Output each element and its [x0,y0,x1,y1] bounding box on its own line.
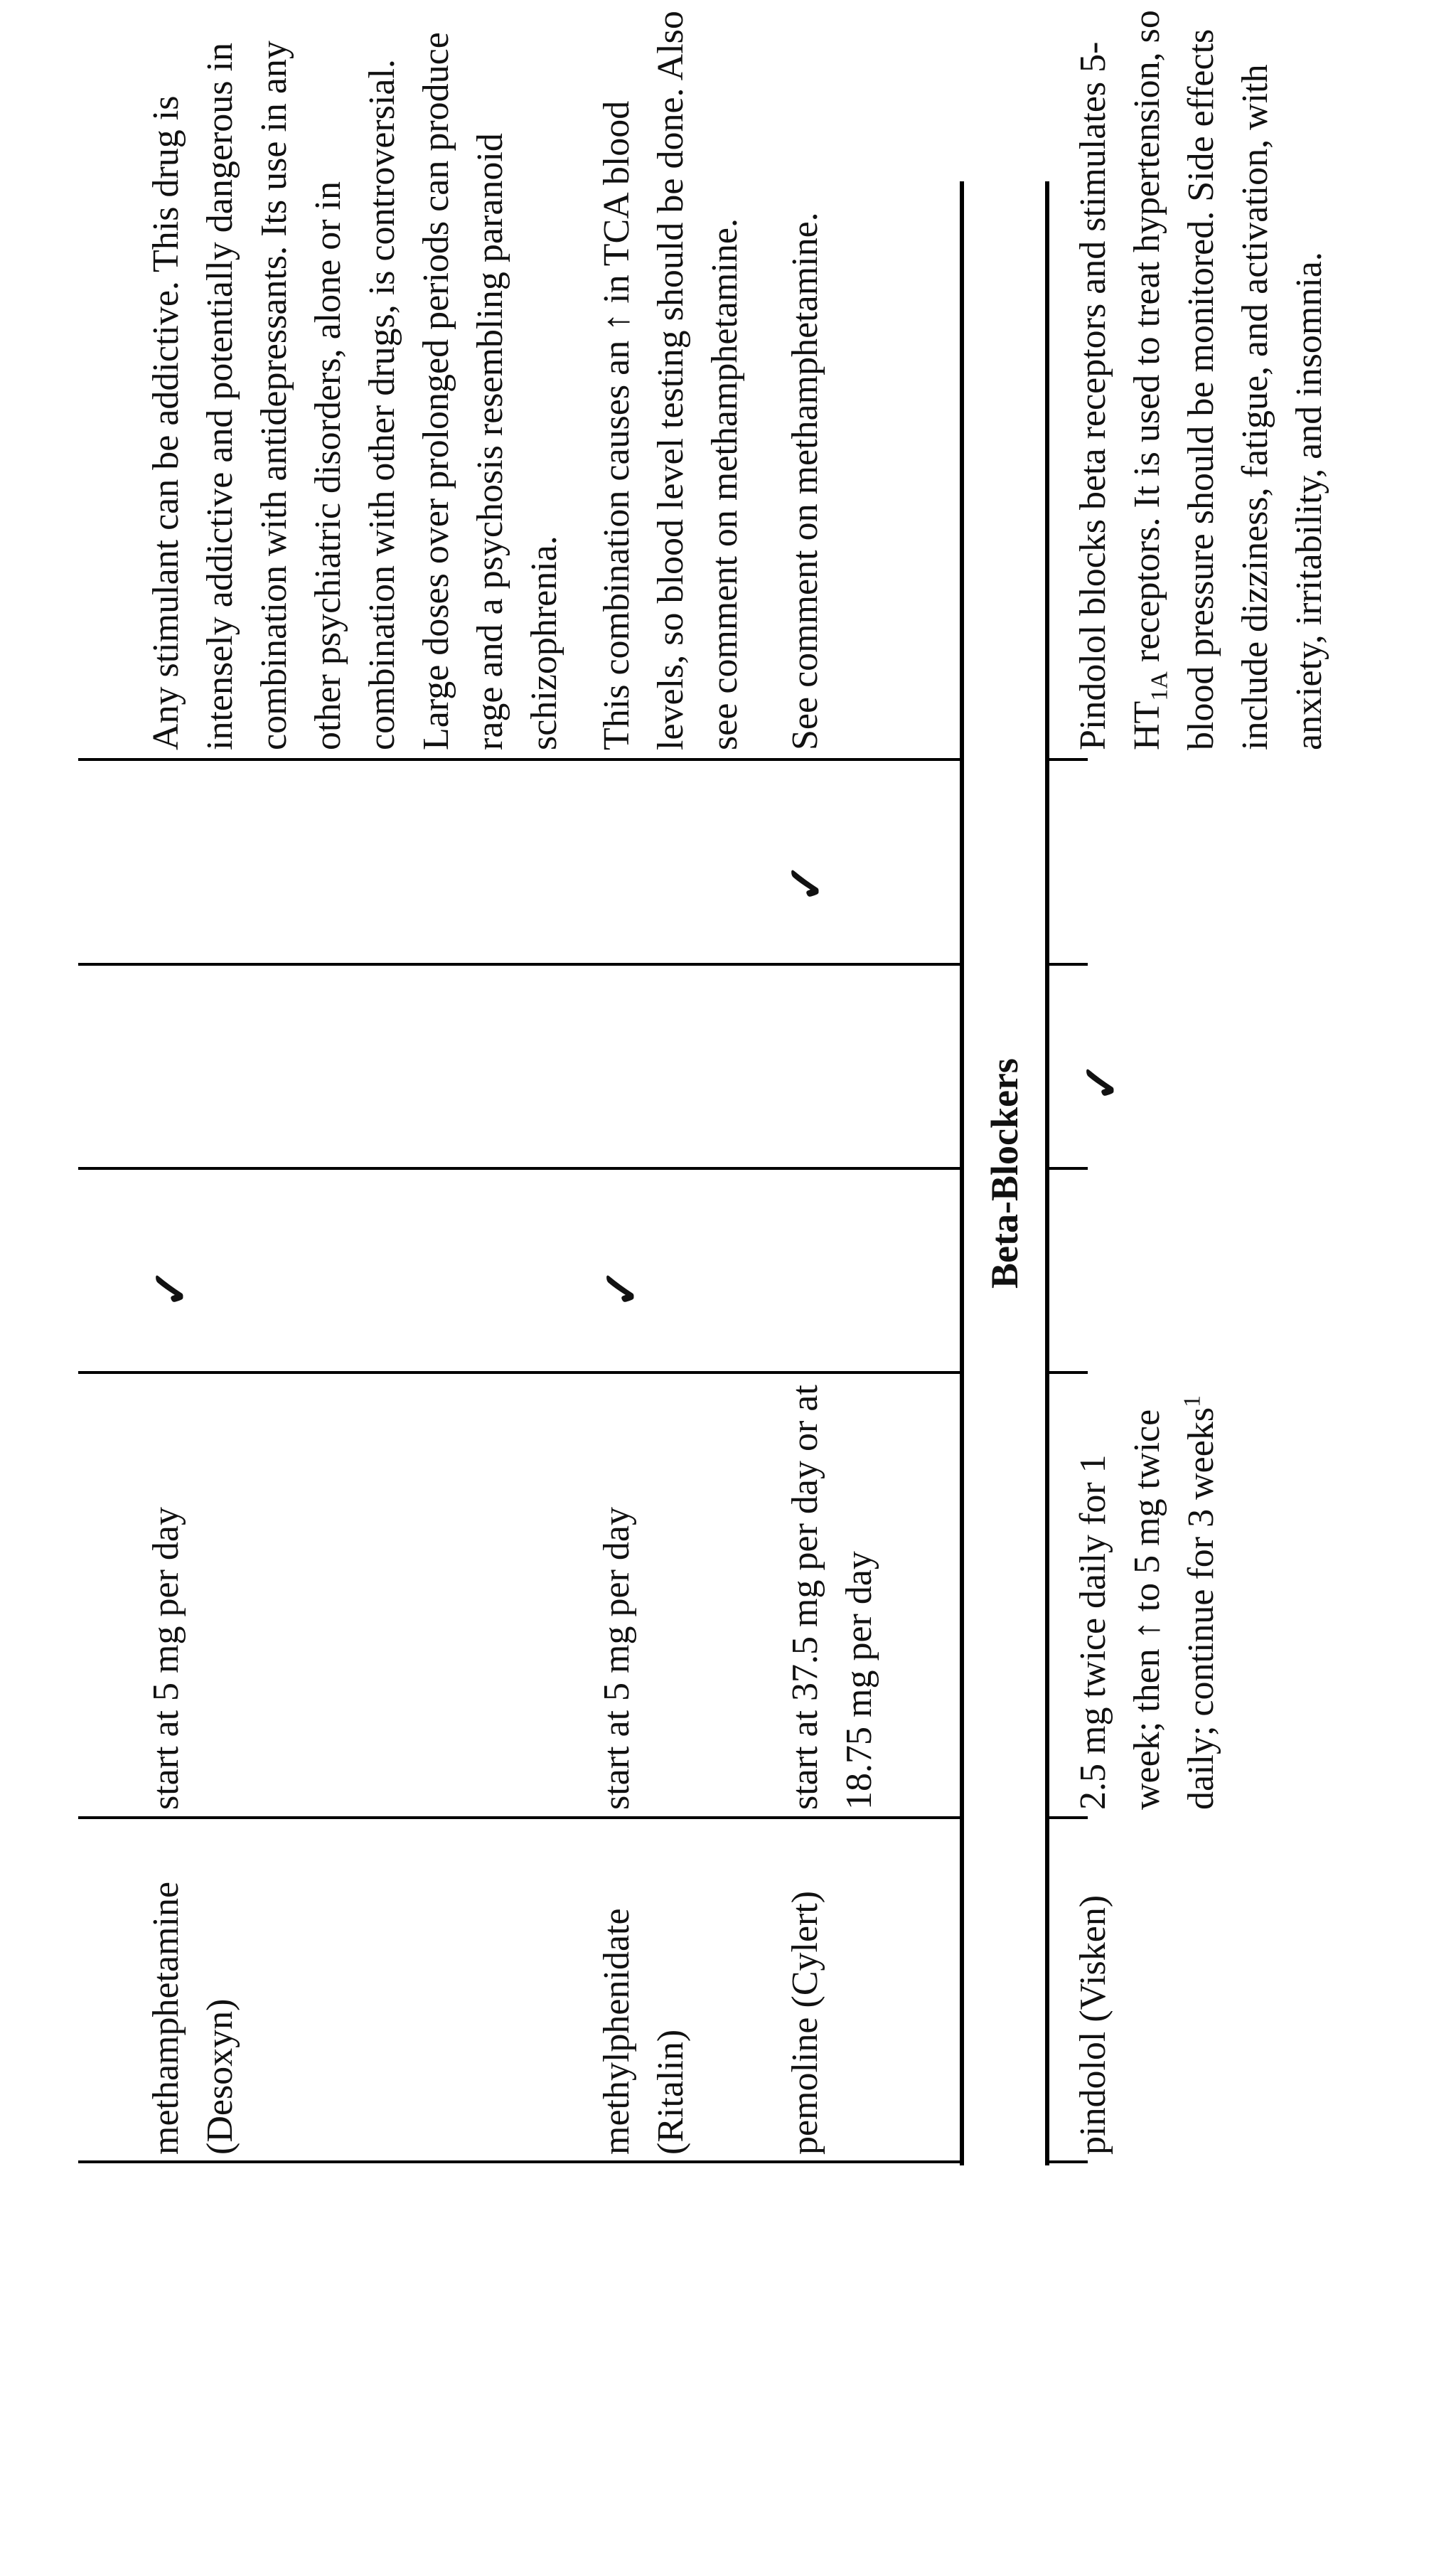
check-mark: ✓ [1074,1062,1128,1102]
footnote-marker: 1 [1179,1395,1206,1407]
check-mark: ✓ [144,1268,198,1309]
comment: See comment on methamphetamine. [785,212,825,750]
comment [1066,4,1337,750]
check-mark: ✓ [779,863,833,903]
comment: This combination causes an ↑ in TCA blood levels, so blood level testing should be done. Also see comment on methamphetamine. [596,11,745,750]
subscript: 1A [1146,671,1173,701]
section-rule [1045,181,1049,2165]
drug-name: pindolol (Visken) [1073,1894,1113,2155]
comment: Any stimulant can be addictive. This drug is intensely addictive and potentially dangerous in combination with antidepressants. Its use in any other psychiatric disorders, alone or in combination with other drugs, is controversial. Large doses over prolonged periods can produce rage and a psychosis resembling paranoid schizophrenia. [146,32,564,750]
dosage: start at 37.5 mg per day or at 18.75 mg per day [785,1385,879,1810]
column-rule [78,1167,1088,1170]
column-rule [78,2160,1088,2163]
comment-text: receptors. It is used to treat hypertension, so blood pressure should be monitored. Side effects include dizziness, fatigue, and activation, with anxiety, irritability, and insomnia. [1127,10,1329,750]
dosage: start at 5 mg per day [146,1507,186,1810]
drug-name: pemoline (Cylert) [785,1890,825,2155]
drug-name: methylphenidate (Ritalin) [596,1908,691,2155]
column-rule [78,1371,1088,1374]
check-mark: ✓ [594,1268,648,1309]
dosage-text: 2.5 mg twice daily for 1 week; then ↑ to 5 mg twice daily; continue for 3 weeks [1073,1407,1221,1810]
column-rule [78,1816,1088,1819]
dosage: start at 5 mg per day [596,1507,637,1810]
section-title: Beta-Blockers [983,1058,1026,1289]
column-rule [78,758,1088,761]
dosage [1066,1383,1228,1810]
drug-name: methamphetamine (Desoxyn) [146,1881,240,2155]
column-rule [78,963,1088,966]
comment-text: Pindolol blocks beta receptors and stimulates 5-HT [1073,41,1167,750]
